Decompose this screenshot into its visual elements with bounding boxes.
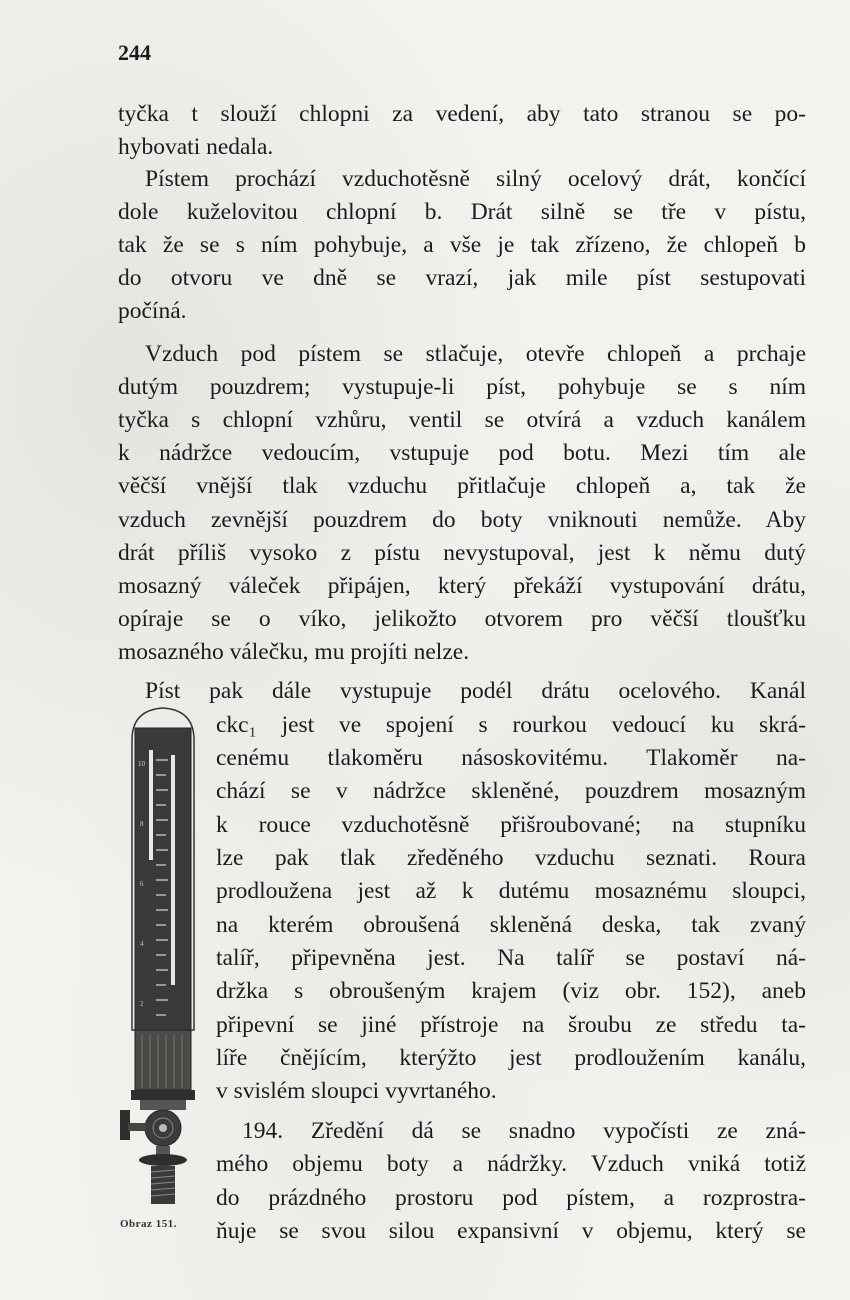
text-line: ňuje se svou silou expansivní v objemu, který se xyxy=(216,1218,806,1244)
text-line: na kterém obroušená skleněná deska, tak zvaný xyxy=(216,912,806,938)
text-line: v svislém sloupci vyvrtaného. xyxy=(216,1078,497,1104)
text-line: držka s obroušeným krajem (viz obr. 152), aneb xyxy=(216,978,806,1004)
text-line: dole kuželovitou chlopní b. Drát silně se tře v pístu, xyxy=(118,199,806,225)
text-line: líře čnějícím, kterýžto jest prodloužením kanálu, xyxy=(216,1045,806,1071)
text-line: k rouce vzduchotěsně přišroubované; na stupníku xyxy=(216,812,806,838)
text-line: věčší vnější tlak vzduchu přitlačuje chlopeň a, tak že xyxy=(118,473,806,499)
text-line: do prázdného prostoru pod pístem, a rozprostra- xyxy=(216,1185,806,1211)
svg-text:6: 6 xyxy=(140,880,144,888)
text-line: 194. Zředění dá se snadno vypočísti ze zná- xyxy=(242,1118,806,1144)
text-line: hybovati nedala. xyxy=(118,134,274,160)
text-line: talíř, připevněna jest. Na talíř se postaví ná- xyxy=(216,945,806,971)
text-line: ckc₁ jest ve spojení s rourkou vedoucí ku skrá- xyxy=(216,712,806,738)
text-line: chází se v nádržce skleněné, pouzdrem mosazným xyxy=(216,778,806,804)
text-line: tak že se s ním pohybuje, a vše je tak zřízeno, že chlopeň b xyxy=(118,232,806,258)
text-line: mého objemu boty a nádržky. Vzduch vniká totiž xyxy=(216,1151,806,1177)
text-line: tyčka t slouží chlopni za vedení, aby tato stranou se po- xyxy=(118,101,806,127)
svg-text:8: 8 xyxy=(140,820,144,828)
text-line: k nádržce vedoucím, vstupuje pod botu. Mezi tím ale xyxy=(118,440,806,466)
text-line: opíraje se o víko, jelikožto otvorem pro věčší tloušťku xyxy=(118,606,806,632)
svg-text:10: 10 xyxy=(138,760,145,768)
svg-text:2: 2 xyxy=(140,1000,144,1008)
text-line: počíná. xyxy=(118,298,187,324)
svg-text:4: 4 xyxy=(140,940,144,948)
text-line: Vzduch pod pístem se stlačuje, otevře chlopeň a prchaje xyxy=(145,341,806,367)
text-line: do otvoru ve dně se vrazí, jak mile píst sestupovati xyxy=(118,265,806,291)
text-line: Píst pak dále vystupuje podél drátu ocelového. Kanál xyxy=(145,678,806,704)
text-line: vzduch zevnější pouzdrem do boty vniknouti nemůže. Aby xyxy=(118,507,806,533)
page-number: 244 xyxy=(118,40,151,65)
text-line: mosazného válečku, mu projíti nelze. xyxy=(118,639,470,665)
manometer-illustration-icon xyxy=(118,700,208,1210)
text-line: připevní se jiné přístroje na šroubu ze středu ta- xyxy=(216,1012,806,1038)
text-line: cenému tlakoměru násoskovitému. Tlakoměr na- xyxy=(216,745,806,771)
text-line: tyčka s chlopní vzhůru, ventil se otvírá a vzduch kanálem xyxy=(118,407,806,433)
figure-caption: Obraz 151. xyxy=(120,1218,177,1230)
text-line: mosazný váleček připájen, který překáží vystupování drátu, xyxy=(118,573,806,599)
text-line: prodloužena jest až k dutému mosaznému sloupci, xyxy=(216,878,806,904)
text-line: Pístem prochází vzduchotěsně silný ocelový drát, končící xyxy=(145,166,806,192)
text-line: lze pak tlak zředěného vzduchu seznati. Roura xyxy=(216,845,806,871)
text-line: dutým pouzdrem; vystupuje-li píst, pohybuje se s ním xyxy=(118,374,806,400)
text-line: drát příliš vysoko z pístu nevystupoval, jest k němu dutý xyxy=(118,540,806,566)
